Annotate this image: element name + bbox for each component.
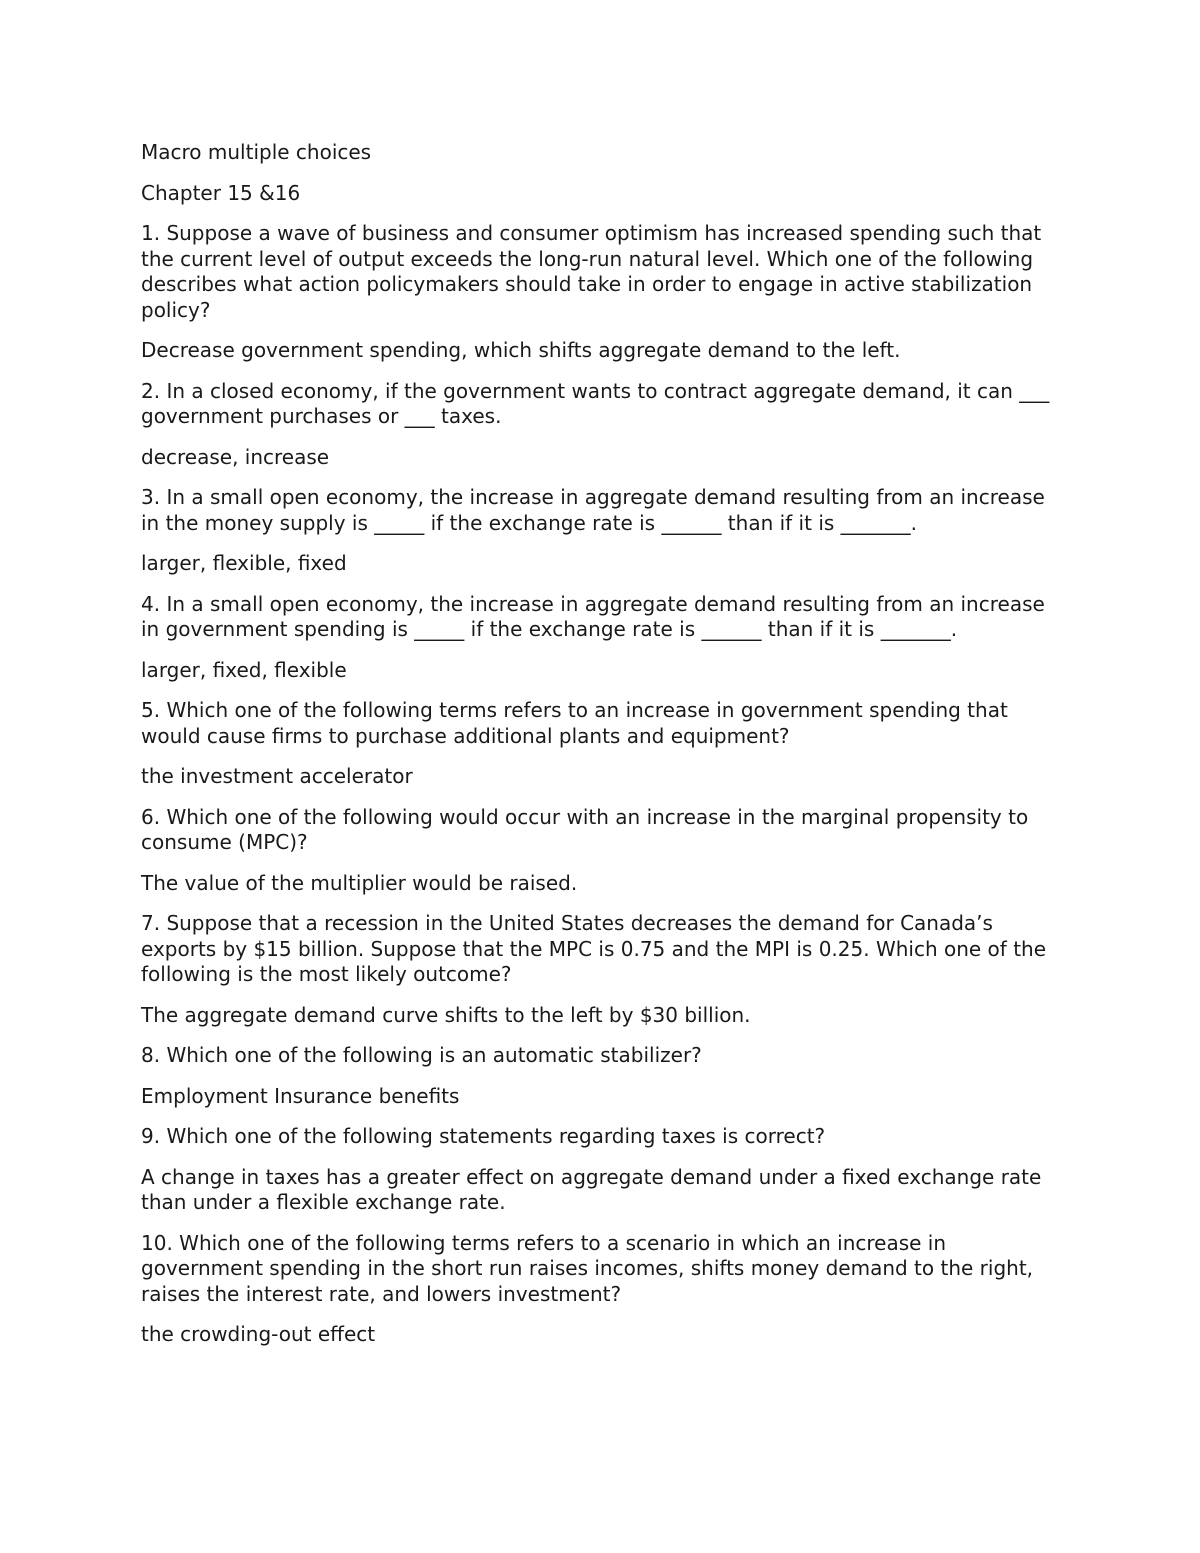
answer-4: larger, fixed, flexible	[141, 657, 347, 682]
question-7: 7. Suppose that a recession in the United States decreases the demand for Canada’s exports by $15 billion. Suppose that the MPC is 0.75 and the MPI is 0.25. Which one of the following is the most likely outcome?	[141, 911, 1053, 986]
answer-2: decrease, increase	[141, 444, 330, 469]
answer-5: the investment accelerator	[141, 764, 413, 788]
document-body	[141, 140, 1056, 1363]
chapter-heading: Chapter 15 &16	[141, 180, 301, 205]
document-title: Macro multiple choices	[141, 140, 372, 164]
question-6: 6. Which one of the following would occur with an increase in the marginal propensity to consume (MPC)?	[141, 804, 1035, 854]
question-10: 10. Which one of the following terms refers to a scenario in which an increase in government spending in the short run raises incomes, shifts money demand to the right, raises the interest rate, and lowers investment?	[141, 1230, 1040, 1306]
question-3: 3. In a small open economy, the increase in aggregate demand resulting from an increase in the money supply is _____ if the exchange rate is ______ than if it is _______.	[141, 485, 1052, 535]
question-1: 1. Suppose a wave of business and consumer optimism has increased spending such that the current level of output exceeds the long-run natural level. Which one of the following describes what action policymakers should take in order to engage in active stabilization policy?	[141, 221, 1048, 322]
question-5: 5. Which one of the following terms refers to an increase in government spending that would cause firms to purchase additional plants and equipment?	[141, 698, 1015, 748]
answer-3: larger, flexible, fixed	[141, 551, 347, 575]
answer-7: The aggregate demand curve shifts to the left by $30 billion.	[141, 1002, 751, 1027]
answer-10: the crowding-out effect	[141, 1322, 376, 1346]
question-8: 8. Which one of the following is an automatic stabilizer?	[141, 1043, 702, 1067]
answer-6: The value of the multiplier would be raised.	[141, 870, 578, 895]
answer-1: Decrease government spending, which shifts aggregate demand to the left.	[141, 338, 901, 362]
answer-9: A change in taxes has a greater effect on aggregate demand under a fixed exchange rate than under a flexible exchange rate.	[141, 1164, 1048, 1214]
question-9: 9. Which one of the following statements regarding taxes is correct?	[141, 1124, 826, 1148]
question-4: 4. In a small open economy, the increase in aggregate demand resulting from an increase in government spending is _____ if the exchange rate is ______ than if it is _______.	[141, 591, 1052, 641]
answer-8: Employment Insurance benefits	[141, 1083, 460, 1108]
question-2: 2. In a closed economy, if the government wants to contract aggregate demand, it can ___ government purchases or ___ taxes.	[141, 378, 1056, 428]
